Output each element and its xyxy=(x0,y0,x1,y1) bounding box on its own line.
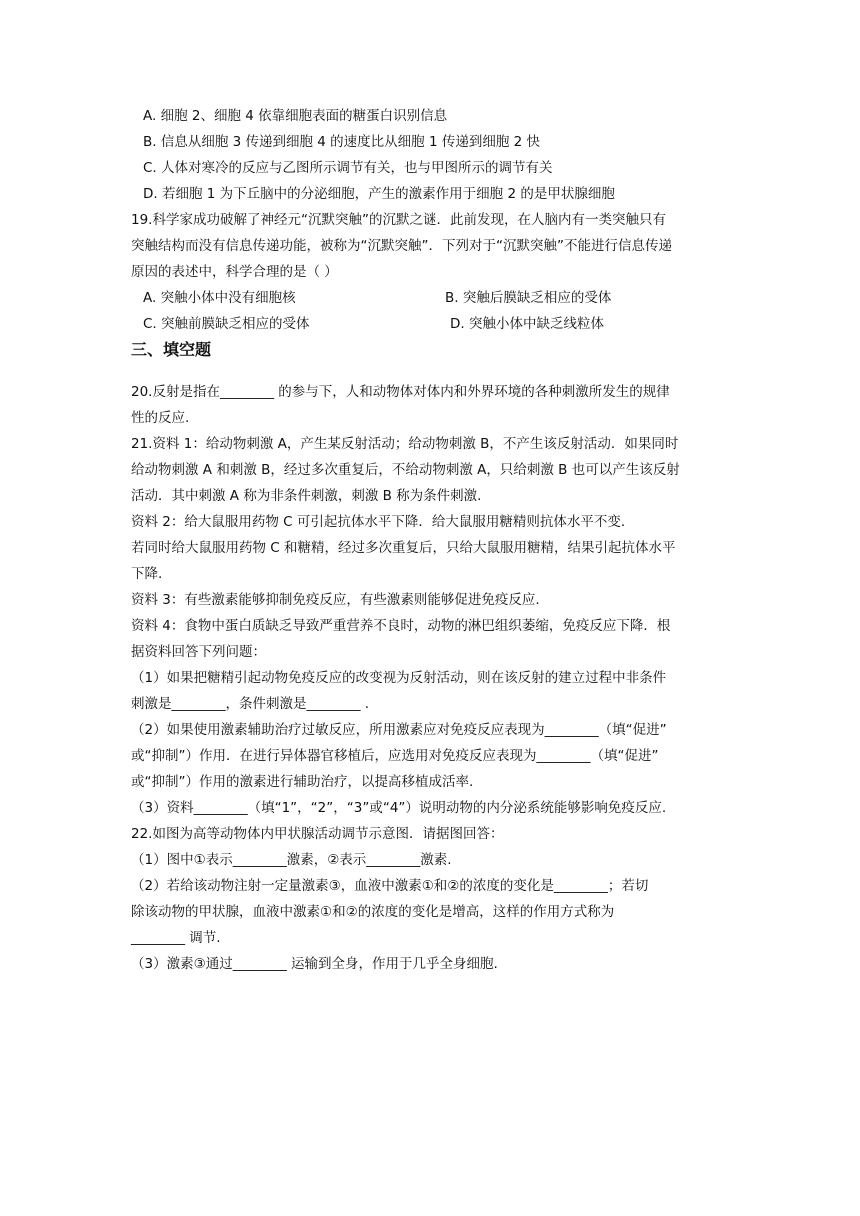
q21-line-3: 活动．其中刺激 A 称为非条件刺激，刺激 B 称为条件刺激. xyxy=(131,488,482,504)
q18-option-b: B. 信息从细胞 3 传递到细胞 4 的速度比从细胞 1 传递到细胞 2 快 xyxy=(143,134,541,150)
q22-line-2: （1）图中①表示________激素，②表示________激素. xyxy=(131,852,452,868)
q21-line-11: 刺激是________，条件刺激是________ . xyxy=(131,696,370,712)
q22-line-4: 除该动物的甲状腺，血液中激素①和②的浓度的变化是增高，这样的作用方式称为 xyxy=(131,904,615,920)
q19-stem-line-2: 突触结构而没有信息传递功能，被称为“沉默突触”．下列对于“沉默突触”不能进行信息传递 xyxy=(131,238,672,254)
q18-option-a: A. 细胞 2、细胞 4 依靠细胞表面的糖蛋白识别信息 xyxy=(143,108,448,124)
q21-line-7: 资料 3：有些激素能够抑制免疫反应，有些激素则能够促进免疫反应. xyxy=(131,592,540,608)
q21-line-1: 21.资料 1：给动物刺激 A，产生某反射活动；给动物刺激 B，不产生该反射活动．如果同时 xyxy=(131,436,679,452)
q21-line-14: 或“抑制”）作用的激素进行辅助治疗，以提高移植成活率. xyxy=(131,774,474,790)
q19-option-a: A. 突触小体中没有细胞核 xyxy=(143,290,296,306)
q20-line-1: 20.反射是指在________ 的参与下，人和动物体对体内和外界环境的各种刺激所发生的规律 xyxy=(131,384,670,400)
q22-line-5: ________ 调节. xyxy=(131,930,221,946)
q19-option-b: B. 突触后膜缺乏相应的受体 xyxy=(445,290,612,306)
q21-line-10: （1）如果把糖精引起动物免疫反应的改变视为反射活动，则在该反射的建立过程中非条件 xyxy=(131,670,667,686)
q22-line-1: 22.如图为高等动物体内甲状腺活动调节示意图．请据图回答： xyxy=(131,826,504,842)
q19-option-d: D. 突触小体中缺乏线粒体 xyxy=(450,316,604,332)
q19-stem-line-3: 原因的表述中，科学合理的是（ ） xyxy=(131,264,338,280)
q21-line-15: （3）资料________（填“1”，“2”，“3”或“4”）说明动物的内分泌系统能够影响免疫反应. xyxy=(131,800,667,816)
q19-stem-line-1: 19.科学家成功破解了神经元“沉默突触”的沉默之谜．此前发现，在人脑内有一类突触只有 xyxy=(131,212,666,228)
q21-line-2: 给动物刺激 A 和刺激 B，经过多次重复后，不给动物刺激 A，只给刺激 B 也可以产生该反射 xyxy=(131,462,680,478)
q21-line-5: 若同时给大鼠服用药物 C 和糖精，经过多次重复后，只给大鼠服用糖精，结果引起抗体水平 xyxy=(131,540,676,556)
q22-line-6: （3）激素③通过________ 运输到全身，作用于几乎全身细胞. xyxy=(131,956,498,972)
q21-line-6: 下降. xyxy=(131,566,163,582)
q21-line-9: 据资料回答下列问题： xyxy=(131,644,266,660)
q18-option-d: D. 若细胞 1 为下丘脑中的分泌细胞，产生的激素作用于细胞 2 的是甲状腺细胞 xyxy=(143,186,615,202)
section-title: 三、填空题 xyxy=(131,340,212,359)
q22-line-3: （2）若给该动物注射一定量激素③，血液中激素①和②的浓度的变化是________；若切 xyxy=(131,878,649,894)
q19-option-c: C. 突触前膜缺乏相应的受体 xyxy=(143,316,310,332)
q21-line-4: 资料 2：给大鼠服用药物 C 可引起抗体水平下降．给大鼠服用糖精则抗体水平不变. xyxy=(131,514,626,530)
q18-option-c: C. 人体对寒冷的反应与乙图所示调节有关，也与甲图所示的调节有关 xyxy=(143,160,553,176)
q21-line-13: 或“抑制”）作用．在进行异体器官移植后，应选用对免疫反应表现为________（填“促进” xyxy=(131,748,659,764)
q20-line-2: 性的反应. xyxy=(131,410,190,426)
q21-line-8: 资料 4：食物中蛋白质缺乏导致严重营养不良时，动物的淋巴组织萎缩，免疫反应下降．根 xyxy=(131,618,671,634)
q21-line-12: （2）如果使用激素辅助治疗过敏反应，所用激素应对免疫反应表现为________（填“促进” xyxy=(131,722,667,738)
